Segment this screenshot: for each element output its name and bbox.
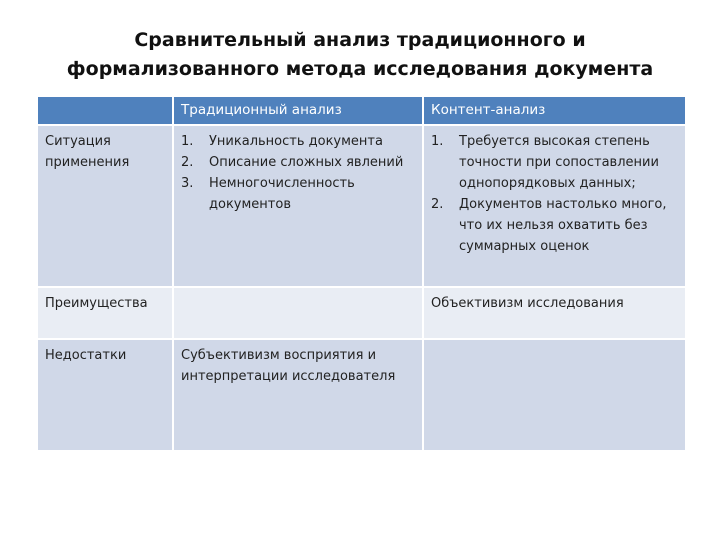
row-label-application: Ситуация применения [37,125,173,287]
header-cell-content-analysis: Контент-анализ [423,96,686,125]
table-row [37,125,686,287]
table-row [37,339,686,451]
numbered-list [181,131,415,215]
cell-traditional-disadvantages: Субъективизм восприятия и интерпретации исследователя [173,339,423,451]
row-label-advantages: Преимущества [37,287,173,339]
slide-title-line-1: Сравнительный анализ традиционного и [134,29,586,51]
slide-title [40,26,680,84]
header-cell-empty [37,96,173,125]
comparison-table [36,95,687,452]
list-item: 3. Немногочисленность документов [181,176,355,212]
cell-traditional-advantages [173,287,423,339]
cell-content-disadvantages [423,339,686,451]
list-item: 2. Документов настолько много, что их нельзя охватить без суммарных оценок [431,197,667,254]
list-item: 1. Уникальность документа [181,134,383,149]
list-item: 1. Требуется высокая степень точности при сопоставлении однопорядковых данных; [431,134,659,191]
cell-traditional-application [173,125,423,287]
numbered-list [431,131,678,257]
header-cell-traditional: Традиционный анализ [173,96,423,125]
cell-content-application [423,125,686,287]
cell-content-advantages: Объективизм исследования [423,287,686,339]
list-item: 2. Описание сложных явлений [181,155,404,170]
slide-title-line-2: формализованного метода исследования документа [66,58,654,80]
table-row [37,287,686,339]
row-label-disadvantages: Недостатки [37,339,173,451]
table-header-row [37,96,686,125]
